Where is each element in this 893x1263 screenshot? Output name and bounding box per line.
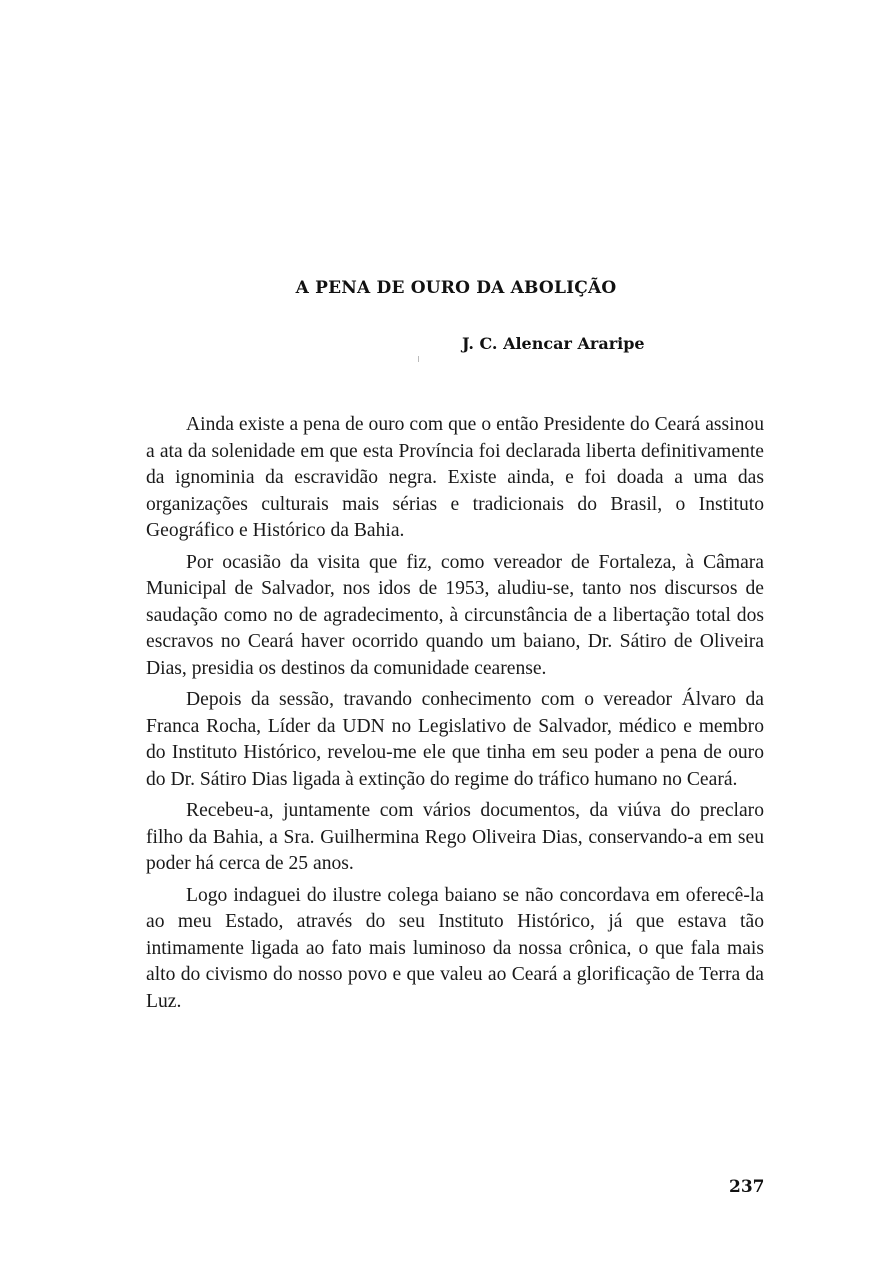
page-number: 237	[729, 1177, 765, 1197]
scan-mark	[418, 356, 419, 362]
article-title: A PENA DE OURO DA ABOLIÇÃO	[295, 278, 617, 298]
paragraph: Por ocasião da visita que fiz, como vereador de Fortaleza, à Câmara Municipal de Salvador, nos idos de 1953, aludiu-se, tanto nos discursos de saudação como no de agradecimento, à circunstância de a libertação total dos escravos no Ceará haver ocorrido quando um baiano, Dr. Sátiro de Oliveira Dias, presidia os destinos da comunidade cearense.	[146, 551, 764, 679]
paragraph: Logo indaguei do ilustre colega baiano se não concordava em oferecê-la ao meu Estado, através do seu Instituto Histórico, já que estava tão intimamente ligada ao fato mais luminoso da nossa crônica, o que fala mais alto do civismo do nosso povo e que valeu ao Ceará a glorificação de Terra da Luz.	[146, 884, 764, 1012]
article-body	[146, 412, 764, 1020]
paragraph: Recebeu-a, juntamente com vários documentos, da viúva do preclaro filho da Bahia, a Sra. Guilhermina Rego Oliveira Dias, conservando-a em seu poder há cerca de 25 anos.	[146, 800, 764, 874]
paragraph: Ainda existe a pena de ouro com que o então Presidente do Ceará assinou a ata da solenidade em que esta Província foi declarada liberta definitivamente da ignominia da escravidão negra. Existe ainda, e foi doada a uma das organizações culturais mais sérias e tradicionais do Brasil, o Instituto Geográfico e Histórico da Bahia.	[146, 414, 764, 541]
article-author: J. C. Alencar Araripe	[462, 334, 645, 353]
paragraph: Depois da sessão, travando conhecimento com o vereador Álvaro da Franca Rocha, Líder da UDN no Legislativo de Salvador, médico e membro do Instituto Histórico, revelou-me ele que tinha em seu poder a pena de ouro do Dr. Sátiro Dias ligada à extinção do regime do tráfico humano no Ceará.	[146, 689, 764, 790]
